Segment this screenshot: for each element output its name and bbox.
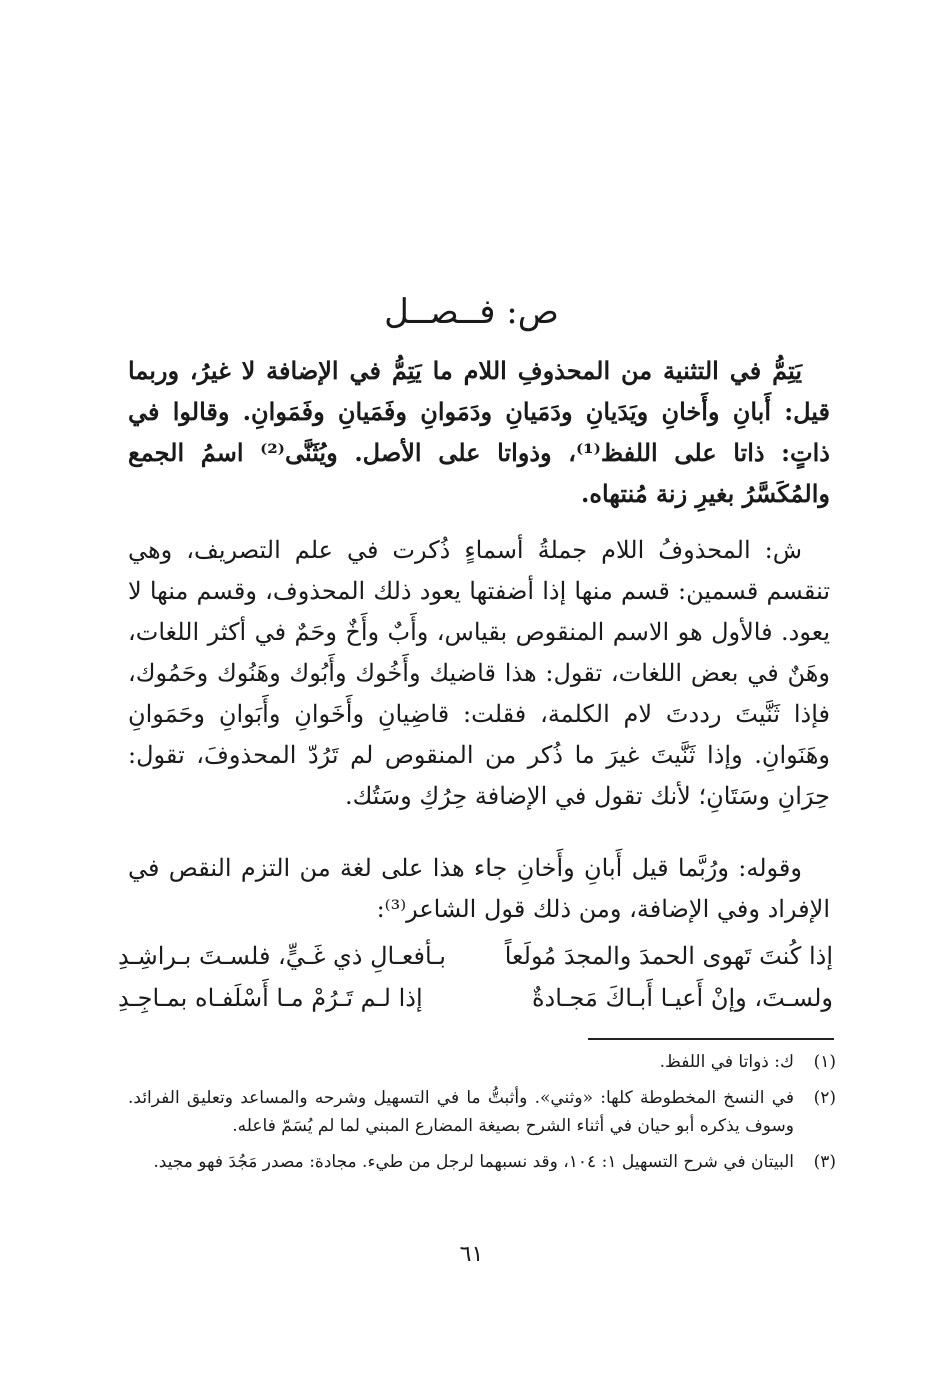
sharh-paragraph: ش: المحذوفُ اللام جملةُ أسماءٍ ذُكرت في علم التصريف، وهي تنقسم قسمين: قسم منها إذا أضفتها يعود ذلك المحذوف، وقسم منها لا يعود. فالأول هو الاسم المنقوص بقياس، وأَبٌ وأَخٌ وحَمٌ في أكثر اللغات، وهَنٌ في بعض اللغات، تقول: هذا قاضيك وأَخُوك وأَبُوك وهَنُوك وحَمُوك، فإذا ثَنَّيتَ رددتَ لام الكلمة، فقلت: قاضِيانِ وأَخَوانِ وأَبَوانِ وحَمَوانِ وهَنَوانِ. وإذا ثَنَّيتَ غيرَ ما ذُكر من المنقوص لم تَرُدّ المحذوفَ، تقول: حِرَانِ وسَتَانِ؛ لأنك تقول في الإضافة حِرُكِ وسَتُك. (128, 536, 830, 810)
verse-1-hemistich-2: بـأفعـالِ ذي غَـيٍّ، فلسـتَ بـراشِـدِ (118, 942, 446, 970)
poem-verse-1 (118, 935, 833, 977)
footnote-text: في النسخ المخطوطة كلها: «وثني». وأثبتُّ ما في التسهيل وشرحه والمساعد وتعليق الفرائد. وسوف يذكره أبو حيان في أثناء الشرح بصيغة المضارع المبني لما لم يُسَمّ فاعله. (128, 1088, 794, 1136)
verse-1-hemistich-1: إذا كُنتَ تَهوى الحمدَ والمجدَ مُولَعاً (504, 942, 833, 970)
page-number: ٦١ (459, 1242, 484, 1267)
footnote-number: (١) (813, 1052, 836, 1072)
footnote-1 (128, 1048, 836, 1076)
footnote-number: (٣) (813, 1152, 836, 1172)
footnote-number: (٢) (813, 1088, 836, 1108)
footnote-separator (588, 1038, 834, 1040)
matn-paragraph: يَتِمُّ في التثنية من المحذوفِ اللام ما يَتِمُّ في الإضافة لا غيرُ، وربما قيل: أَبانِ وأَخانِ ويَدَيانِ ودَمَيانِ ودَمَوانِ وفَمَيانِ وفَمَوانِ. وقالوا في ذاتٍ: ذاتا على اللفظ⁽¹⁾، وذواتا على الأصل. ويُثَنَّى⁽²⁾ اسمُ الجمع والمُكَسَّرُ بغيرِ زنة مُنتهاه. (128, 356, 830, 508)
verse-2-hemistich-1: ولسـتَ، وإنْ أَعيـا أَبـاكَ مَجـادةٌ (531, 984, 833, 1012)
footnote-3 (128, 1148, 836, 1176)
section-heading: ص: فــصــل (384, 292, 559, 332)
footnote-2 (128, 1084, 836, 1140)
footnote-text: البيتان في شرح التسهيل ١: ١٠٤، وقد نسبهما لرجل من طيء. مجادة: مصدر مَجُدَ فهو مجيد. (153, 1152, 794, 1172)
poem-verse-2 (118, 977, 833, 1019)
footnote-text: ك: ذواتا في اللفظ. (659, 1052, 794, 1072)
verse-2-hemistich-2: إذا لـم تَـرُمْ مـا أَسْلَفـاه بمـاجِـدِ (118, 984, 423, 1012)
commentary-paragraph: وقوله: ورُبَّما قيل أَبانِ وأَخانِ جاء هذا على لغة من التزم النقص في الإفراد وفي الإضافة، ومن ذلك قول الشاعر⁽³⁾: (128, 854, 830, 923)
